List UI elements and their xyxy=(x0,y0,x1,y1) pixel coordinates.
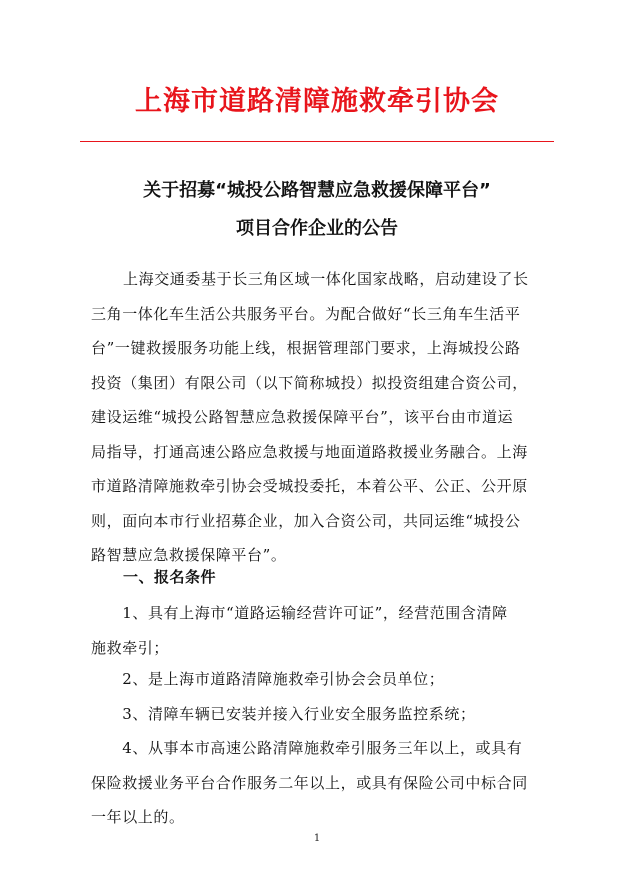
notice-title-line-2: 项目合作企业的公告 xyxy=(236,218,398,239)
condition-item-4: 4、从事本市高速公路清障施救牵引服务三年以上，或具有 保险救援业务平台合作服务二年以上，或具有保险公司中标合同 一年以上的。 xyxy=(91,739,528,826)
organization-header: 上海市道路清障施救牵引协会 xyxy=(135,86,499,117)
section-heading-registration-conditions: 一、报名条件 xyxy=(123,568,217,586)
intro-paragraph xyxy=(91,262,543,573)
notice-title-line-1: 关于招募“城投公路智慧应急救援保障平台” xyxy=(143,180,491,201)
intro-text: 上海交通委基于长三角区域一体化国家战略，启动建设了长 三角一体化车生活公共服务平台。为配合做好“长三角车生活平 台”一键救援服务功能上线，根据管理部门要求，上海城投公路 投资（集团）有限公司（以下简称城投）拟投资组建合资公司， 建设运维“城投公路智慧应急救援保障平台”，该平台由市道运 局指导，打通高速公路应急救援与地面道路救援业务融合。上海 市道路清障施救牵引协会受城投委托，本着公平、公正、公开原 则，面向本市行业招募企业，加入合资公司，共同运维“城投公 路智慧应急救援保障平台”。 xyxy=(91,270,529,564)
condition-item-3: 3、清障车辆已安装并接入行业安全服务监控系统； xyxy=(91,705,476,723)
condition-item-1: 1、具有上海市“道路运输经营许可证”，经营范围含清障 施救牵引； xyxy=(91,604,508,657)
condition-item-2: 2、是上海市道路清障施救牵引协会会员单位； xyxy=(91,670,445,688)
header-divider xyxy=(80,141,554,142)
page-number: 1 xyxy=(313,833,321,844)
